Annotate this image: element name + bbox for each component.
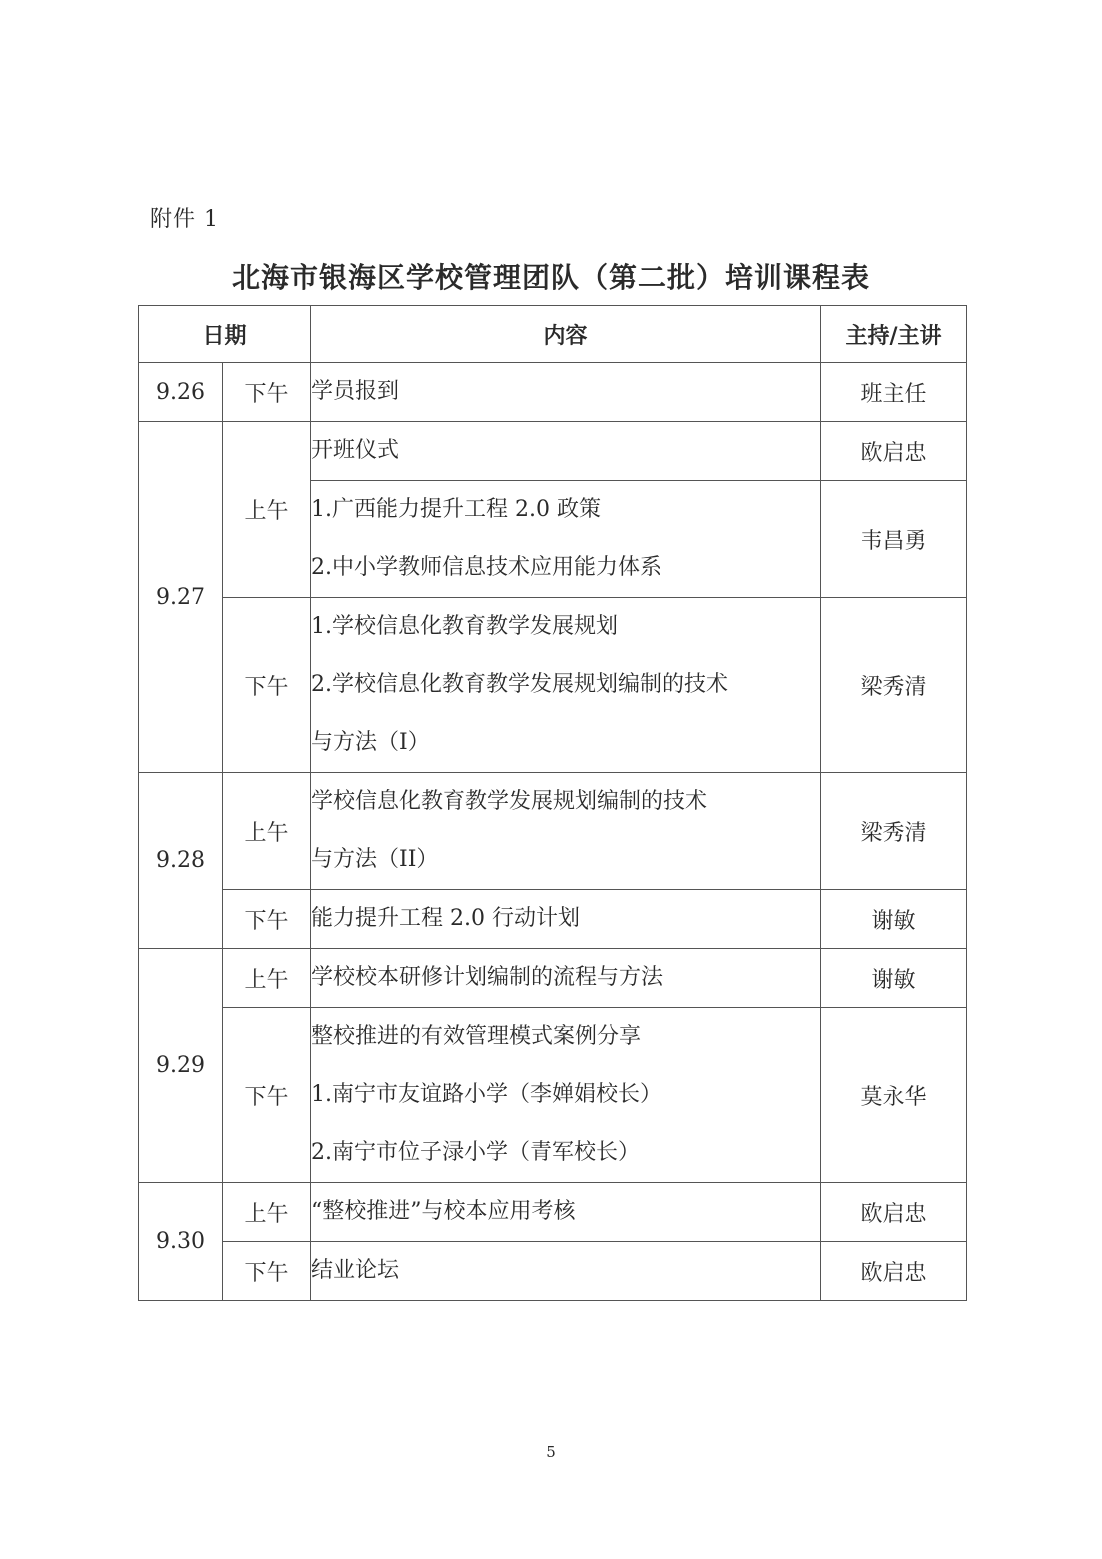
period-cell: 上午 xyxy=(223,1183,311,1242)
content-line: 与方法（I） xyxy=(311,730,430,755)
period-cell: 下午 xyxy=(223,598,311,773)
content-line: 2.南宁市位子渌小学（青军校长） xyxy=(311,1140,641,1165)
table-row xyxy=(139,1242,967,1301)
date-cell: 9.26 xyxy=(139,363,223,422)
header-date: 日期 xyxy=(139,306,311,363)
content-line: 学校校本研修计划编制的流程与方法 xyxy=(311,965,664,990)
content-cell xyxy=(311,1242,821,1301)
speaker-cell: 谢敏 xyxy=(821,890,967,949)
content-line: 2.中小学教师信息技术应用能力体系 xyxy=(311,555,663,580)
table-row xyxy=(139,1008,967,1183)
period-cell: 下午 xyxy=(223,890,311,949)
speaker-cell: 梁秀清 xyxy=(821,773,967,890)
period-cell: 下午 xyxy=(223,1008,311,1183)
content-cell xyxy=(311,949,821,1008)
content-line: 1.南宁市友谊路小学（李婵娟校长） xyxy=(311,1082,663,1107)
speaker-cell: 梁秀清 xyxy=(821,598,967,773)
speaker-cell: 欧启忠 xyxy=(821,1183,967,1242)
content-line: 开班仪式 xyxy=(311,438,400,463)
table-row xyxy=(139,363,967,422)
schedule-body xyxy=(139,363,967,1301)
header-content: 内容 xyxy=(311,306,821,363)
period-cell: 上午 xyxy=(223,773,311,890)
speaker-cell: 韦昌勇 xyxy=(821,481,967,598)
content-line: 1.学校信息化教育教学发展规划 xyxy=(311,614,619,639)
speaker-cell: 欧启忠 xyxy=(821,1242,967,1301)
page-number: 5 xyxy=(546,1443,556,1461)
speaker-cell: 欧启忠 xyxy=(821,422,967,481)
speaker-cell: 莫永华 xyxy=(821,1008,967,1183)
content-cell xyxy=(311,890,821,949)
date-cell: 9.28 xyxy=(139,773,223,949)
content-line: 与方法（II） xyxy=(311,847,439,872)
period-cell: 上午 xyxy=(223,949,311,1008)
header-speaker: 主持/主讲 xyxy=(821,306,967,363)
content-line: 能力提升工程 2.0 行动计划 xyxy=(311,906,580,931)
content-cell xyxy=(311,598,821,773)
attachment-label: 附件 1 xyxy=(150,207,219,232)
document-title: 北海市银海区学校管理团队（第二批）培训课程表 xyxy=(231,261,870,294)
content-line: 1.广西能力提升工程 2.0 政策 xyxy=(311,497,601,522)
table-row xyxy=(139,1183,967,1242)
table-header-row xyxy=(139,306,967,363)
content-cell xyxy=(311,1008,821,1183)
period-cell: 下午 xyxy=(223,363,311,422)
table-row xyxy=(139,890,967,949)
date-cell: 9.27 xyxy=(139,422,223,773)
speaker-cell: 谢敏 xyxy=(821,949,967,1008)
content-cell xyxy=(311,363,821,422)
course-schedule-table xyxy=(138,305,967,1301)
content-line: 整校推进的有效管理模式案例分享 xyxy=(311,1024,642,1049)
content-line: “整校推进”与校本应用考核 xyxy=(311,1199,576,1224)
table-row xyxy=(139,598,967,773)
period-cell: 上午 xyxy=(223,422,311,598)
content-cell xyxy=(311,773,821,890)
table-row xyxy=(139,773,967,890)
period-cell: 下午 xyxy=(223,1242,311,1301)
table-row xyxy=(139,949,967,1008)
table-row xyxy=(139,422,967,481)
content-line: 学校信息化教育教学发展规划编制的技术 xyxy=(311,789,708,814)
content-cell xyxy=(311,1183,821,1242)
date-cell: 9.30 xyxy=(139,1183,223,1301)
date-cell: 9.29 xyxy=(139,949,223,1183)
content-line: 学员报到 xyxy=(311,379,400,404)
content-line: 结业论坛 xyxy=(311,1258,400,1283)
content-cell xyxy=(311,422,821,481)
content-cell xyxy=(311,481,821,598)
speaker-cell: 班主任 xyxy=(821,363,967,422)
content-line: 2.学校信息化教育教学发展规划编制的技术 xyxy=(311,672,729,697)
